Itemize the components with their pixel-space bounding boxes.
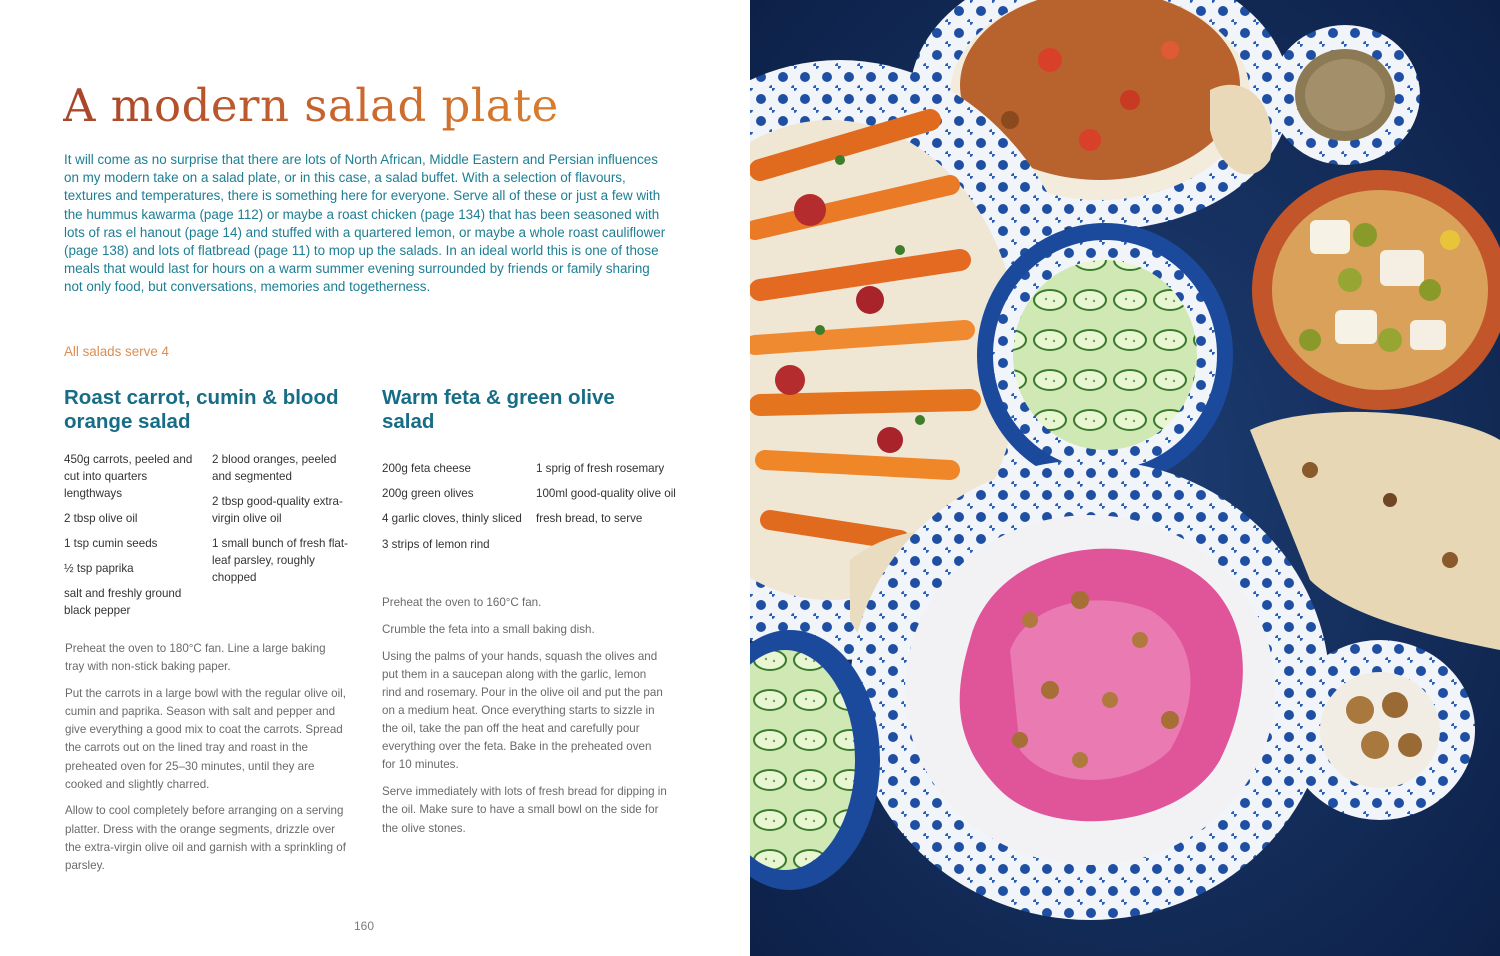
ingredient-item: 3 strips of lemon rind (382, 537, 490, 551)
method-step: Preheat the oven to 180°C fan. Line a large baking tray with non-stick baking paper. (65, 642, 326, 674)
ingredient-item: 1 sprig of fresh rosemary (536, 462, 665, 475)
walnut-dish (1285, 640, 1475, 820)
method-carrot-salad (65, 640, 347, 884)
cucumber-salad-bowl (977, 223, 1233, 487)
ingredient-item: 4 garlic cloves, thinly sliced (382, 512, 522, 526)
ingredients-column-1 (64, 452, 204, 628)
ingredient-item: 1 small bunch of fresh flat-leaf parsley, roughly chopped (212, 536, 348, 584)
ingredient-item: salt and freshly ground black pepper (64, 587, 182, 618)
ingredient-item: 200g green olives (382, 487, 474, 501)
method-step: Using the palms of your hands, squash the olives and put them in a saucepan along with the garlic, lemon rind and rosemary. Pour in the olive oil and put the pan on a medium heat. Once everything starts to sizzle in the oil, take the pan off the heat and carefully pour everything over the feta. Bake in the preheated oven for 10 minutes. (382, 649, 663, 772)
page-number: 160 (353, 919, 375, 933)
beetroot-yoghurt-plate (850, 460, 1330, 920)
ingredient-item: 100ml good-quality olive oil (536, 487, 676, 501)
ingredient-item: fresh bread, to serve (536, 512, 643, 526)
ingredients-column-2 (212, 452, 352, 595)
method-step: Serve immediately with lots of fresh bread for dipping in the oil. Make sure to have a small bowl on the side for the olive stones. (382, 785, 667, 835)
method-feta-salad (382, 594, 667, 846)
recipe-title-feta-salad: Warm feta & green olive salad (382, 386, 615, 433)
intro-paragraph: It will come as no surprise that there are lots of North African, Middle Eastern and Persian influences on my modern take on a salad plate, or in this case, a salad buffet. With a selection of flavours, textures and temperatures, there is something here for everyone. Serve all of these or just a few with the hummus kawarma (page 112) or maybe a roast chicken (page 134) that has been seasoned with lots of ras el hanout (page 14) and stuffed with a quartered lemon, or maybe a whole roast cauliflower (page 138) and lots of flatbread (page 11) to mop up the salads. In an ideal world this is one of those meals that would last for hours on a warm summer evening surrounded by friends or family sharing not only food, but conversations, memories and togetherness. (64, 152, 666, 295)
page-title: A modern salad plate (63, 78, 703, 134)
ingredients-column-2 (536, 461, 676, 537)
ingredient-item: 200g feta cheese (382, 462, 471, 475)
cumin-seed-bowl (1270, 25, 1420, 165)
ingredient-item: 2 tbsp olive oil (64, 511, 138, 525)
method-step: Put the carrots in a large bowl with the regular olive oil, cumin and paprika. Season with salt and pepper and give everything a good mix to coat the carrots. Spread the carrots out on the lined tray and roast in the preheated oven for 25–30 minutes, until they are cooked and slightly charred. (65, 686, 346, 791)
feta-olive-dish (1252, 170, 1500, 410)
method-step: Preheat the oven to 160°C fan. (382, 596, 542, 609)
ingredients-column-1 (382, 461, 522, 562)
food-photograph (750, 0, 1500, 956)
ingredient-item: ½ tsp paprika (64, 562, 134, 576)
method-step: Crumble the feta into a small baking dish. (382, 622, 595, 636)
ingredient-item: 2 blood oranges, peeled and segmented (212, 453, 337, 483)
recipe-title-carrot-salad: Roast carrot, cumin & blood orange salad (64, 386, 339, 433)
serves-note: All salads serve 4 (64, 344, 169, 359)
ingredient-item: 2 tbsp good-quality extra-virgin olive oil (212, 494, 343, 525)
ingredient-item: 1 tsp cumin seeds (64, 536, 158, 550)
method-step: Allow to cool completely before arranging on a serving platter. Dress with the orange segments, drizzle over the extra-virgin olive oil and garnish with a sprinkling of parsley. (65, 804, 346, 872)
ingredient-item: 450g carrots, peeled and cut into quarters lengthways (64, 453, 193, 500)
